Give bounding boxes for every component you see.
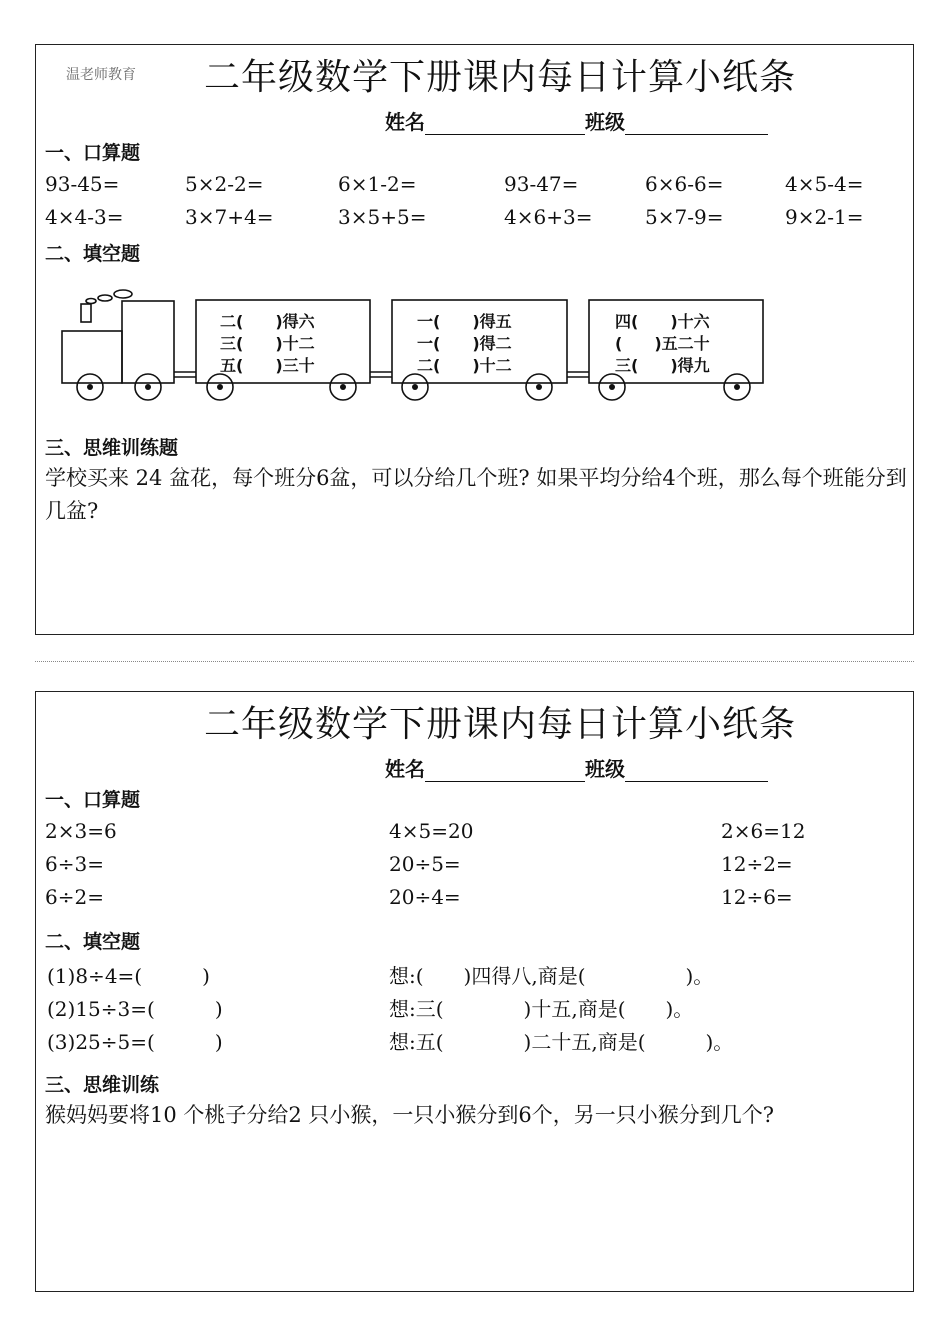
oral-problem: 20÷5= (389, 852, 461, 876)
oral-problem: 4×6+3= (504, 205, 593, 229)
oral-problem: 5×2-2= (185, 172, 264, 196)
class-label: 班级 (585, 757, 625, 781)
name-field[interactable] (425, 114, 585, 135)
section-thinking-heading: 三、思维训练 (45, 1074, 160, 1096)
name-label: 姓名 (385, 757, 425, 781)
oral-problem: 20÷4= (389, 885, 461, 909)
fill-hint: 想:五( )二十五,商是( )。 (389, 1030, 734, 1054)
name-class-line (385, 106, 768, 135)
fill-problem: (2)15÷3=( ) (47, 997, 223, 1021)
oral-problem: 6÷3= (45, 852, 104, 876)
page-title: 二年级数学下册课内每日计算小纸条 (204, 57, 797, 98)
oral-problem: 2×6=12 (721, 819, 806, 843)
cut-line-divider (35, 661, 914, 662)
oral-problem: 9×2-1= (785, 205, 864, 229)
wagon-line: 二( )十二 (417, 356, 512, 375)
name-label: 姓名 (385, 110, 425, 134)
wagon-line: 二( )得六 (220, 312, 315, 331)
thinking-question: 学校买来 24 盆花，每个班分6盆，可以分给几个班? 如果平均分给4个班，那么每个班能分到几盆? (45, 466, 907, 523)
class-field[interactable] (625, 114, 768, 135)
class-label: 班级 (585, 110, 625, 134)
wagon-line: 三( )得九 (615, 356, 710, 375)
oral-problem: 93-47= (504, 172, 579, 196)
oral-problem: 6÷2= (45, 885, 104, 909)
wagon-line: 一( )得五 (417, 312, 512, 331)
fill-problem: (1)8÷4=( ) (47, 964, 210, 988)
oral-problem: 6×1-2= (338, 172, 417, 196)
name-field[interactable] (425, 761, 585, 782)
thinking-question: 猴妈妈要将10 个桃子分给2 只小猴，一只小猴分到6个，另一只小猴分到几个? (45, 1103, 775, 1127)
wagon-line: 四( )十六 (615, 312, 710, 331)
oral-problem: 3×5+5= (338, 205, 427, 229)
class-field[interactable] (625, 761, 768, 782)
page-title: 二年级数学下册课内每日计算小纸条 (204, 704, 797, 745)
worksheet-card-2 (35, 691, 914, 1292)
section-thinking-heading: 三、思维训练题 (45, 437, 179, 459)
name-class-line (385, 753, 768, 782)
oral-problem: 5×7-9= (645, 205, 724, 229)
oral-problem: 3×7+4= (185, 205, 274, 229)
fill-hint: 想:三( )十五,商是( )。 (389, 997, 694, 1021)
section-fill-heading: 二、填空题 (45, 931, 141, 953)
section-oral-heading: 一、口算题 (45, 142, 141, 164)
oral-problem: 4×4-3= (45, 205, 124, 229)
wagon-line: 五( )三十 (220, 356, 315, 375)
fill-hint: 想:( )四得八,商是( )。 (389, 964, 714, 988)
oral-problem: 4×5=20 (389, 819, 474, 843)
wagon-line: 一( )得二 (417, 334, 512, 353)
section-fill-heading: 二、填空题 (45, 243, 141, 265)
oral-problem: 6×6-6= (645, 172, 724, 196)
worksheet-card-1 (35, 44, 914, 635)
section-oral-heading: 一、口算题 (45, 789, 141, 811)
oral-problem: 12÷6= (721, 885, 793, 909)
oral-problem: 4×5-4= (785, 172, 864, 196)
oral-problem: 93-45= (45, 172, 120, 196)
oral-problem: 2×3=6 (45, 819, 117, 843)
wagon-line: ( )五二十 (615, 334, 710, 353)
fill-problem: (3)25÷5=( ) (47, 1030, 223, 1054)
oral-problem: 12÷2= (721, 852, 793, 876)
brand-watermark: 温老师教育 (66, 67, 136, 83)
wagon-line: 三( )十二 (220, 334, 315, 353)
